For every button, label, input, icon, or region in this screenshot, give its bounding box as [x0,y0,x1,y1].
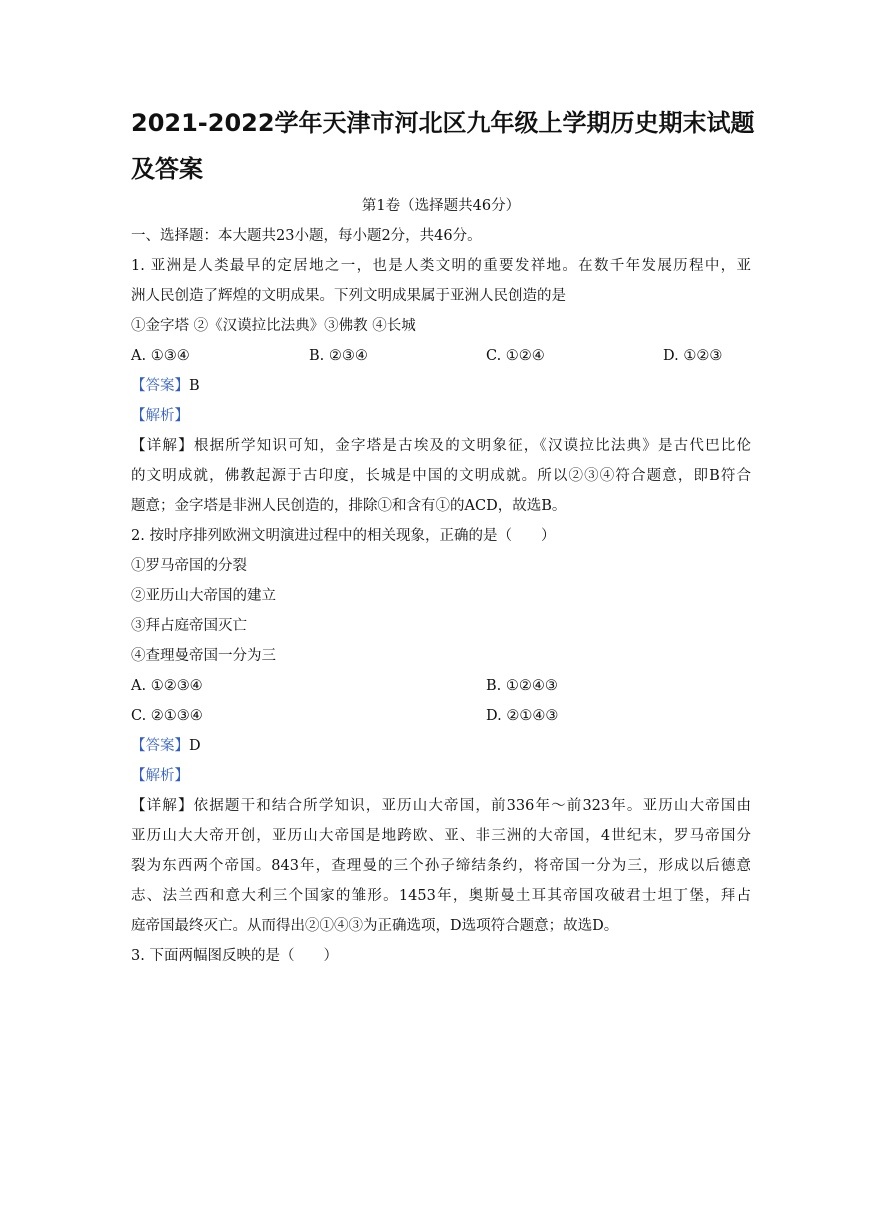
q1-answer-value: B [189,378,200,394]
q2-item-4: ④查理曼帝国一分为三 [131,648,276,664]
q2-answer [131,736,751,756]
q1-detail-line2: 的文明成就，佛教起源于古印度，长城是中国的文明成就。所以②③④符合题意，即B符合 [131,468,751,484]
q1-answer-tag: 【答案】 [131,378,189,394]
q2-detail-tag: 【详解】 [131,798,194,814]
q1-stem-line2: 洲人民创造了辉煌的文明成果。下列文明成果属于亚洲人民创造的是 [131,288,566,304]
volume-heading: 第1卷（选择题共46分） [361,198,521,214]
q1-option-c: C. ①②④ [486,348,545,364]
q2-option-d: D. ②①④③ [486,708,559,724]
q2-answer-tag: 【答案】 [131,738,189,754]
q1-option-d: D. ①②③ [663,348,723,364]
page-title: 2021-2022学年天津市河北区九年级上学期历史期末试题及答案 [131,109,755,183]
q1-items: ①金字塔 ②《汉谟拉比法典》③佛教 ④长城 [131,318,416,334]
q2-detail-line4: 志、法兰西和意大利三个国家的雏形。1453年，奥斯曼土耳其帝国攻破君士坦丁堡，拜占 [131,888,751,904]
q2-option-a: A. ①②③④ [131,678,203,694]
q1-stem-line1: 1. 亚洲是人类最早的定居地之一，也是人类文明的重要发祥地。在数千年发展历程中，亚 [131,258,751,274]
q2-detail-line3: 裂为东西两个帝国。843年，查理曼的三个孙子缔结条约，将帝国一分为三，形成以后德意 [131,858,751,874]
q2-detail-line5: 庭帝国最终灭亡。从而得出②①④③为正确选项，D选项符合题意；故选D。 [131,918,619,934]
q1-detail-line3: 题意；金字塔是非洲人民创造的，排除①和含有①的ACD，故选B。 [131,498,567,514]
q2-item-1: ①罗马帝国的分裂 [131,558,247,574]
q2-stem: 2. 按时序排列欧洲文明演进过程中的相关现象，正确的是（ ） [131,528,556,544]
q2-item-3: ③拜占庭帝国灭亡 [131,618,247,634]
q1-analysis-tag: 【解析】 [131,408,189,424]
q3-stem: 3. 下面两幅图反映的是（ ） [131,948,338,964]
q2-option-b: B. ①②④③ [486,678,558,694]
q1-option-a: A. ①③④ [131,348,190,364]
q2-item-2: ②亚历山大帝国的建立 [131,588,276,604]
q2-detail-line1: 【详解】依据题干和结合所学知识，亚历山大帝国，前336年～前323年。亚历山大帝国由 [131,798,751,814]
q2-answer-value: D [189,738,201,754]
q2-analysis-tag: 【解析】 [131,768,189,784]
q1-detail-line1: 【详解】根据所学知识可知，金字塔是古埃及的文明象征，《汉谟拉比法典》是古代巴比伦 [131,438,752,454]
section-instruction: 一、选择题：本大题共23小题，每小题2分，共46分。 [131,228,482,244]
q2-option-c: C. ②①③④ [131,708,203,724]
q2-detail-line2: 亚历山大大帝开创，亚历山大帝国是地跨欧、亚、非三洲的大帝国，4世纪末，罗马帝国分 [131,828,751,844]
q1-answer [131,376,751,396]
q1-option-b: B. ②③④ [309,348,368,364]
q1-detail-tag: 【详解】 [131,438,194,454]
